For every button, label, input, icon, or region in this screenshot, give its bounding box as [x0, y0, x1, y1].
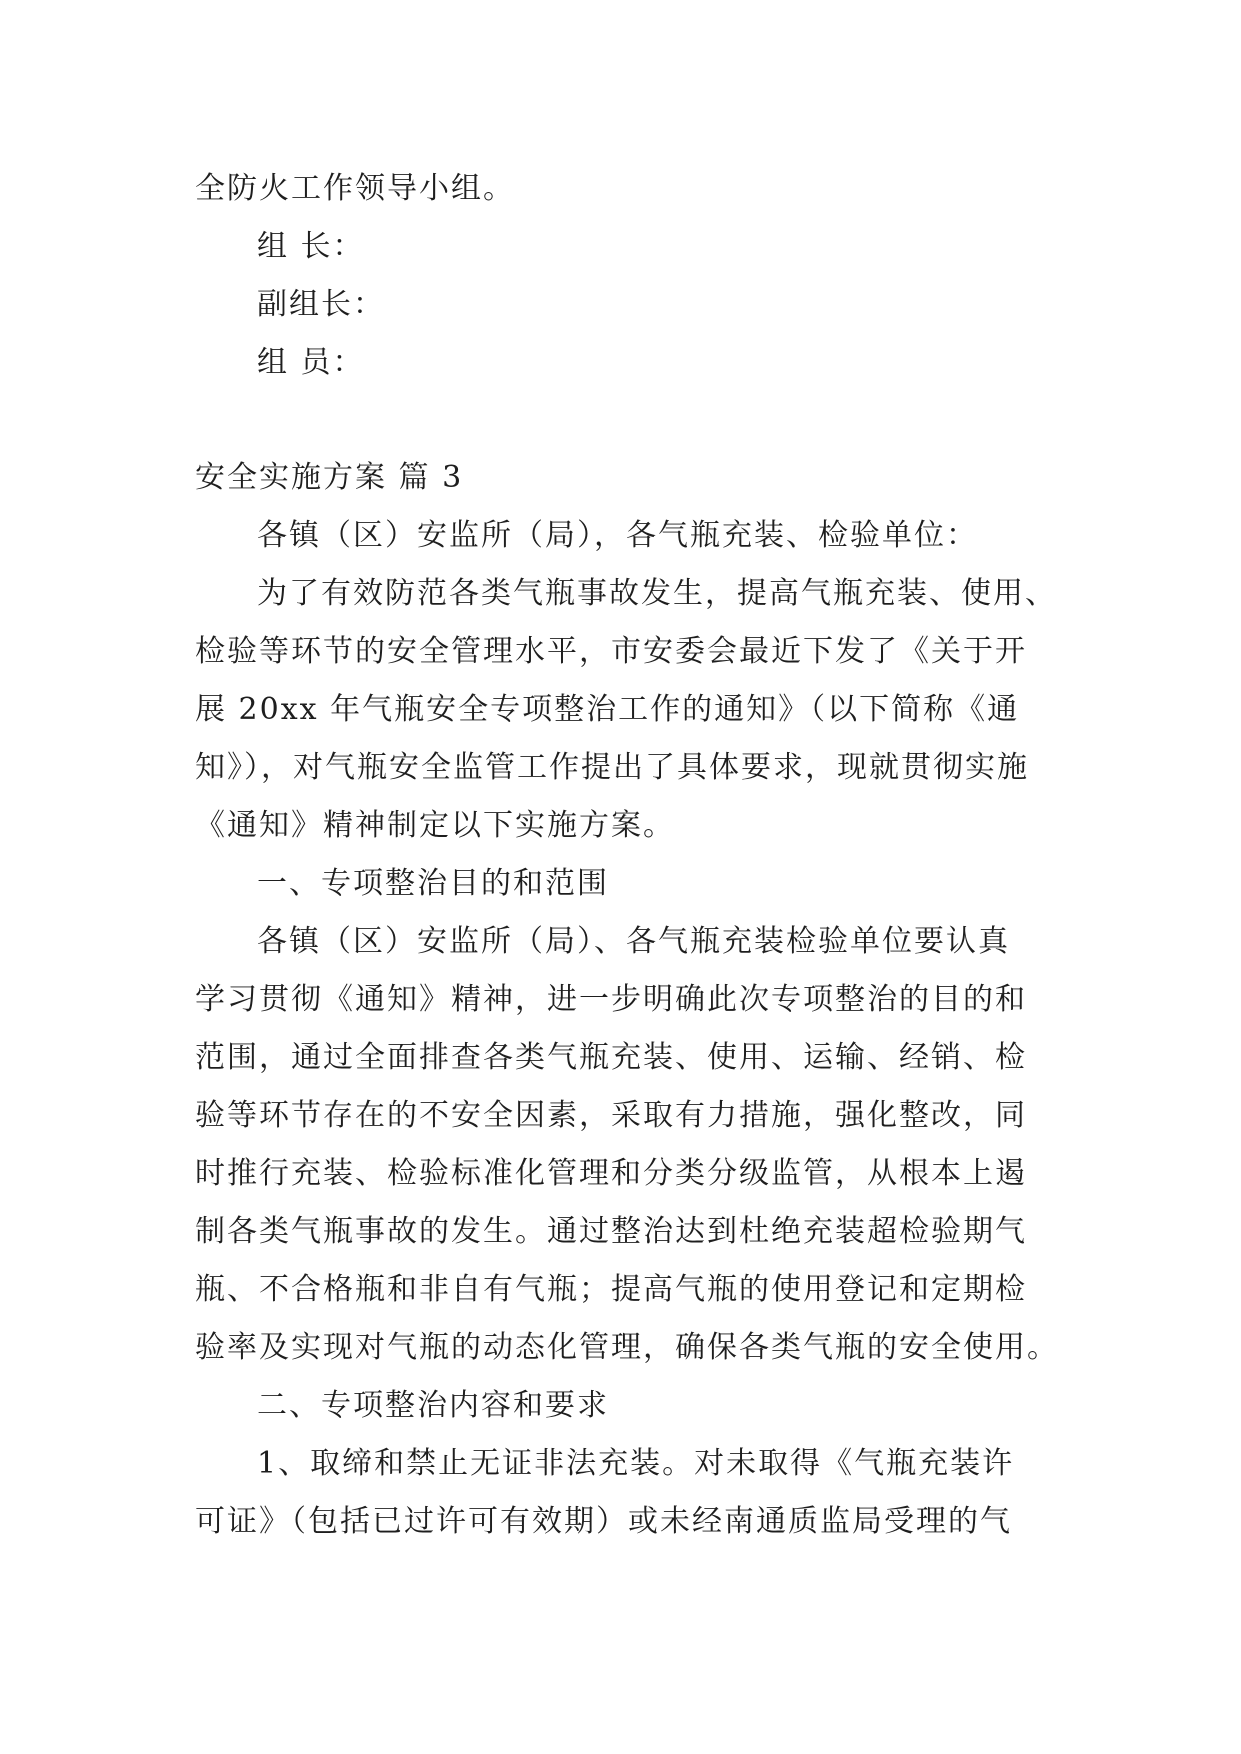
- text-line: 《通知》精神制定以下实施方案。: [195, 808, 675, 843]
- text-line: 验率及实现对气瓶的动态化管理，确保各类气瓶的安全使用。: [195, 1330, 1059, 1365]
- text-line: 学习贯彻《通知》精神，进一步明确此次专项整治的目的和: [195, 982, 1027, 1017]
- text-line: 一、专项整治目的和范围: [257, 866, 609, 901]
- text-line: 各镇（区）安监所（局），各气瓶充装、检验单位：: [257, 518, 978, 553]
- text-line: 瓶、不合格瓶和非自有气瓶；提高气瓶的使用登记和定期检: [195, 1272, 1027, 1307]
- text-line: 验等环节存在的不安全因素，采取有力措施，强化整改，同: [195, 1098, 1027, 1133]
- text-line: 副组长：: [257, 287, 385, 322]
- text-line: 全防火工作领导小组。: [195, 171, 515, 206]
- text-line: 组 员：: [257, 345, 365, 380]
- text-line: 检验等环节的安全管理水平，市安委会最近下发了《关于开: [195, 634, 1027, 669]
- text-line: 1、取缔和禁止无证非法充装。对未取得《气瓶充装许: [257, 1446, 1015, 1481]
- text-line: 范围，通过全面排查各类气瓶充装、使用、运输、经销、检: [195, 1040, 1027, 1075]
- text-line: 为了有效防范各类气瓶事故发生，提高气瓶充装、使用、: [257, 576, 1057, 611]
- text-line: 各镇（区）安监所（局）、各气瓶充装检验单位要认真: [257, 924, 1010, 959]
- text-line: 组 长：: [257, 229, 365, 264]
- text-line: 制各类气瓶事故的发生。通过整治达到杜绝充装超检验期气: [195, 1214, 1027, 1249]
- text-line: 可证》（包括已过许可有效期）或未经南通质监局受理的气: [195, 1504, 1012, 1539]
- text-line: 二、专项整治内容和要求: [257, 1388, 609, 1423]
- text-line: 时推行充装、检验标准化管理和分类分级监管，从根本上遏: [195, 1156, 1027, 1191]
- text-line: 展 20xx 年气瓶安全专项整治工作的通知》（以下简称《通: [195, 692, 1020, 727]
- section-heading: 安全实施方案 篇 3: [195, 460, 464, 495]
- text-line: 知》），对气瓶安全监管工作提出了具体要求，现就贯彻实施: [195, 750, 1029, 785]
